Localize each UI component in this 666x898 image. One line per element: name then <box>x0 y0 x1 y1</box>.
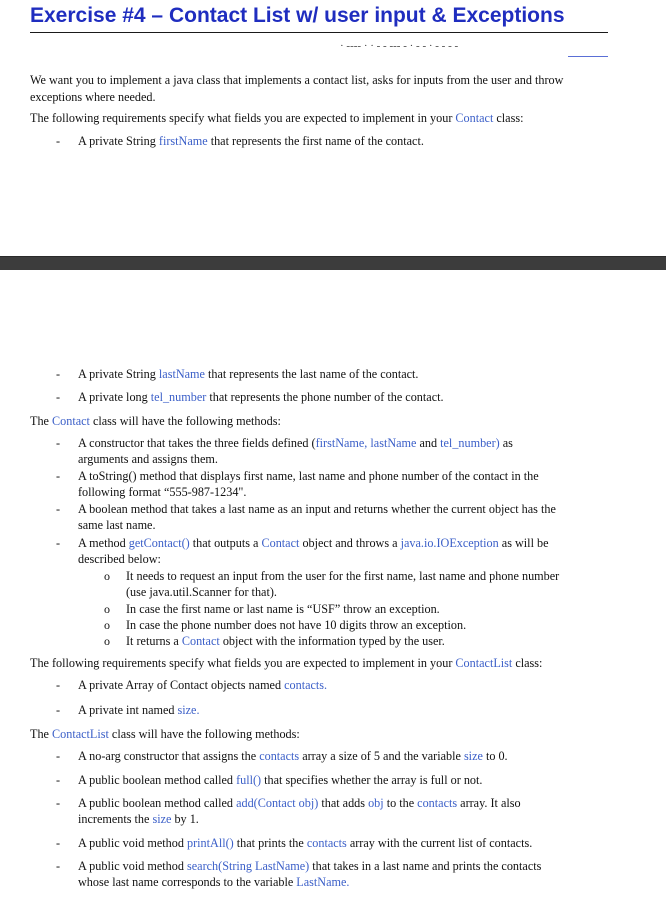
method-item-add: A public boolean method called add(Contact obj) that adds obj to the contacts array. It also increments the size by 1. <box>78 796 521 826</box>
method-item-tostring: A toString() method that displays first name, last name and phone number of the contact in the following format “555-987-1234". <box>78 469 539 499</box>
list-dash: - <box>56 436 61 450</box>
list-dash: - <box>56 390 61 404</box>
sub-bullet: o <box>104 634 110 648</box>
list-dash: - <box>56 836 61 850</box>
field-item-telnumber: A private long tel_number that represents the phone number of the contact. <box>78 390 444 404</box>
intro-paragraph: We want you to implement a java class that implements a contact list, asks for inputs from the user and throw exceptions where needed. <box>30 73 564 104</box>
sub-item-usf: In case the first name or last name is “USF” throw an exception. <box>126 602 440 616</box>
contactlist-methods-heading: The ContactList class will have the following methods: <box>30 727 300 741</box>
sub-item-scanner: It needs to request an input from the user for the first name, last name and phone number (use java.util.Scanner for that). <box>126 569 560 599</box>
page-separator <box>0 256 666 271</box>
method-item-full: A public boolean method called full() that specifies whether the array is full or not. <box>78 773 483 787</box>
list-dash: - <box>56 502 61 516</box>
document-page-2 <box>0 270 666 898</box>
method-item-noarg-constructor: A no-arg constructor that assigns the contacts array a size of 5 and the variable size to 0. <box>78 749 508 763</box>
sub-bullet: o <box>104 569 110 583</box>
list-dash: - <box>56 536 61 550</box>
field-item-contacts-array: A private Array of Contact objects named contacts. <box>78 678 328 692</box>
field-item-size: A private int named size. <box>78 703 200 717</box>
list-dash: - <box>56 367 61 381</box>
cut-off-underline <box>568 56 608 57</box>
contactlist-fields-heading: The following requirements specify what fields you are expected to implement in your ContactList class: <box>30 656 543 670</box>
list-dash: - <box>56 134 61 148</box>
list-dash: - <box>56 678 61 692</box>
list-dash: - <box>56 469 61 483</box>
method-item-printall: A public void method printAll() that prints the contacts array with the current list of contacts. <box>78 836 533 850</box>
document-title: Exercise #4 – Contact List w/ user input & Exceptions <box>30 4 565 27</box>
field-item-lastname: A private String lastName that represents the last name of the contact. <box>78 367 419 381</box>
document-page-1 <box>0 0 666 256</box>
method-item-getcontact: A method getContact() that outputs a Contact object and throws a java.io.IOException as will be described below: <box>78 536 549 566</box>
requirements-fields-heading: The following requirements specify what fields you are expected to implement in your Contact class: <box>30 111 524 125</box>
sub-item-phone-digits: In case the phone number does not have 10 digits throw an exception. <box>126 618 467 632</box>
method-item-constructor: A constructor that takes the three fields defined (firstName, lastName and tel_number) as arguments and assigns them. <box>78 436 513 466</box>
field-item-firstname: A private String firstName that represents the first name of the contact. <box>78 134 424 148</box>
sub-bullet: o <box>104 618 110 632</box>
title-underline <box>30 32 608 33</box>
list-dash: - <box>56 796 61 810</box>
cut-off-line: · ‑‑‑‑ · · ‑ ‑ ‑‑‑ ‑ · ‑ ‑ · ‑ ‑ ‑ ‑ <box>340 44 459 52</box>
contact-methods-heading: The Contact class will have the following methods: <box>30 414 281 428</box>
list-dash: - <box>56 859 61 873</box>
sub-bullet: o <box>104 602 110 616</box>
method-item-search: A public void method search(String LastName) that takes in a last name and prints the contacts whose last name corresponds to the variable LastName. <box>78 859 542 889</box>
sub-item-returns: It returns a Contact object with the information typed by the user. <box>126 634 445 648</box>
list-dash: - <box>56 749 61 763</box>
method-item-boolean-lastname: A boolean method that takes a last name as an input and returns whether the current object has the same last name. <box>78 502 556 532</box>
list-dash: - <box>56 703 61 717</box>
list-dash: - <box>56 773 61 787</box>
